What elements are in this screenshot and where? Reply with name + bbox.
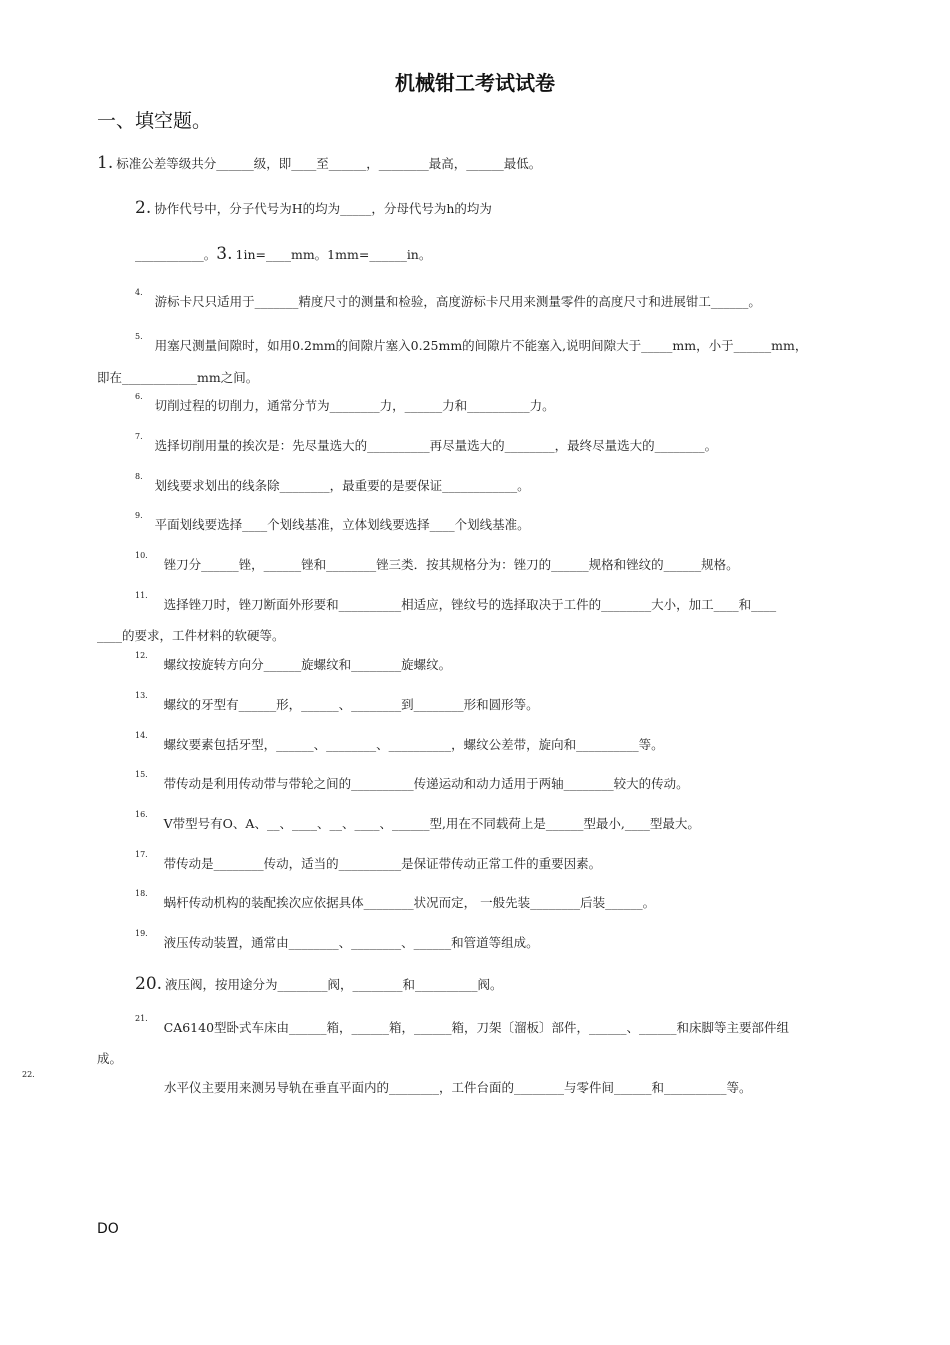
question-text: 成。 [97, 1051, 123, 1066]
question-15 [135, 770, 689, 792]
footer-text: DO [97, 1221, 119, 1237]
question-text: 带传动是________传动，适当的__________是保证带传动正常工件的重要因素。 [163, 856, 602, 871]
question-number: 14. [135, 731, 148, 740]
question-text: ____的要求，工件材料的软硬等。 [97, 628, 285, 643]
question-number: 5. [135, 332, 143, 341]
question-16 [135, 810, 700, 832]
question-number: 13. [135, 691, 148, 700]
question-12 [135, 651, 452, 673]
question-7 [135, 432, 718, 454]
question-text: 锉刀分______锉，______锉和________锉三类．按其规格分为：锉刀的______规格和锉纹的______规格。 [163, 557, 739, 572]
question-number: 12. [135, 651, 148, 660]
question-text: 标准公差等级共分______级，即____至______，________最高，______最低。 [116, 156, 542, 171]
question-number: 17. [135, 850, 148, 859]
question-9 [135, 511, 530, 533]
question-5 [135, 332, 808, 354]
question-text: 划线要求划出的线条除________，最重要的是要保证____________。 [154, 478, 530, 493]
question-text: 螺纹要素包括牙型，______、________、__________，螺纹公差带，旋向和__________等。 [163, 737, 664, 752]
question-13 [135, 691, 539, 713]
question-2-3-line [135, 244, 431, 264]
question-number: 6. [135, 392, 143, 401]
question-text: 螺纹的牙型有______形，______、________到________形和圆形等。 [163, 697, 539, 712]
question-text: 选择切削用量的挨次是：先尽量选大的__________再尽量选大的________，最终尽量选大的________。 [154, 438, 718, 453]
question-number: 16. [135, 810, 148, 819]
question-14 [135, 731, 664, 753]
question-20 [135, 974, 503, 994]
question-number: 11. [135, 591, 148, 600]
page-title: 机械钳工考试试卷 [395, 71, 555, 95]
question-text: 带传动是利用传动带与带轮之间的__________传递运动和动力适用于两轴________较大的传动。 [163, 776, 689, 791]
question-22-number [22, 1070, 35, 1089]
question-text: 协作代号中，分子代号为H的均为_____，分母代号为h的均为 [154, 201, 492, 216]
question-text: 游标卡尺只适用于_______精度尺寸的测量和检验，高度游标卡尺用来测量零件的高度尺寸和进展钳工______。 [154, 294, 761, 309]
question-text: CA6140型卧式车床由______箱，______箱，______箱，刀架〔溜板〕部件，______、______和床脚等主要部件组 [163, 1020, 790, 1035]
question-10 [135, 551, 739, 573]
question-4 [135, 288, 761, 310]
question-21-cont [97, 1049, 122, 1067]
question-text: 用塞尺测量间隙时，如用0.2mm的间隙片塞入0.25mm的间隙片不能塞入,说明间隙大于_____mm，小于______mm， [154, 338, 808, 353]
question-number: 3. [216, 244, 233, 264]
question-number: 1. [97, 153, 114, 173]
question-text: 液压阀，按用途分为________阀，________和__________阀。 [165, 977, 503, 992]
question-number: 4. [135, 288, 143, 297]
question-21 [135, 1014, 790, 1036]
question-number: 7. [135, 432, 143, 441]
question-number: 19. [135, 929, 148, 938]
question-number: 9. [135, 511, 143, 520]
question-text: 蜗杆传动机构的装配挨次应依据具体________状况而定， 一般先装________后装______。 [163, 895, 656, 910]
question-number: 10. [135, 551, 148, 560]
question-1 [97, 153, 541, 173]
section-heading: 一、填空题。 [97, 110, 212, 132]
question-number: 21. [135, 1014, 148, 1023]
question-text: 即在____________mm之间。 [97, 370, 259, 385]
question-text: 液压传动装置，通常由________、________、______和管道等组成。 [163, 935, 539, 950]
question-6 [135, 392, 555, 414]
question-8 [135, 472, 530, 494]
question-number: 18. [135, 889, 148, 898]
question-22 [164, 1078, 752, 1096]
question-5-cont [97, 368, 258, 386]
question-text: 选择锉刀时，锉刀断面外形要和__________相适应，锉纹号的选择取决于工件的________大小，加工____和____ [163, 597, 777, 612]
question-text: 1in=____mm。1mm=______in。 [235, 247, 432, 262]
question-number: 15. [135, 770, 148, 779]
question-number: 8. [135, 472, 143, 481]
question-11-cont [97, 626, 285, 644]
question-18 [135, 889, 656, 911]
question-19 [135, 929, 539, 951]
question-text: ___________。 [135, 247, 217, 262]
question-number: 22. [22, 1070, 35, 1079]
question-number: 2. [135, 198, 152, 218]
question-number: 20. [135, 974, 163, 994]
question-text: 切削过程的切削力，通常分节为________力，______力和__________力。 [154, 398, 555, 413]
question-11 [135, 591, 777, 613]
question-text: V带型号有O、A、__、____、__、____、______型,用在不同载荷上是______型最小,____型最大。 [163, 816, 700, 831]
question-17 [135, 850, 602, 872]
question-text: 螺纹按旋转方向分______旋螺纹和________旋螺纹。 [163, 657, 452, 672]
question-text: 水平仪主要用来测另导轨在垂直平面内的________，工件台面的________与零件间______和__________等。 [164, 1080, 752, 1095]
question-text: 平面划线要选择____个划线基准，立体划线要选择____个划线基准。 [154, 517, 530, 532]
question-2 [135, 198, 492, 218]
